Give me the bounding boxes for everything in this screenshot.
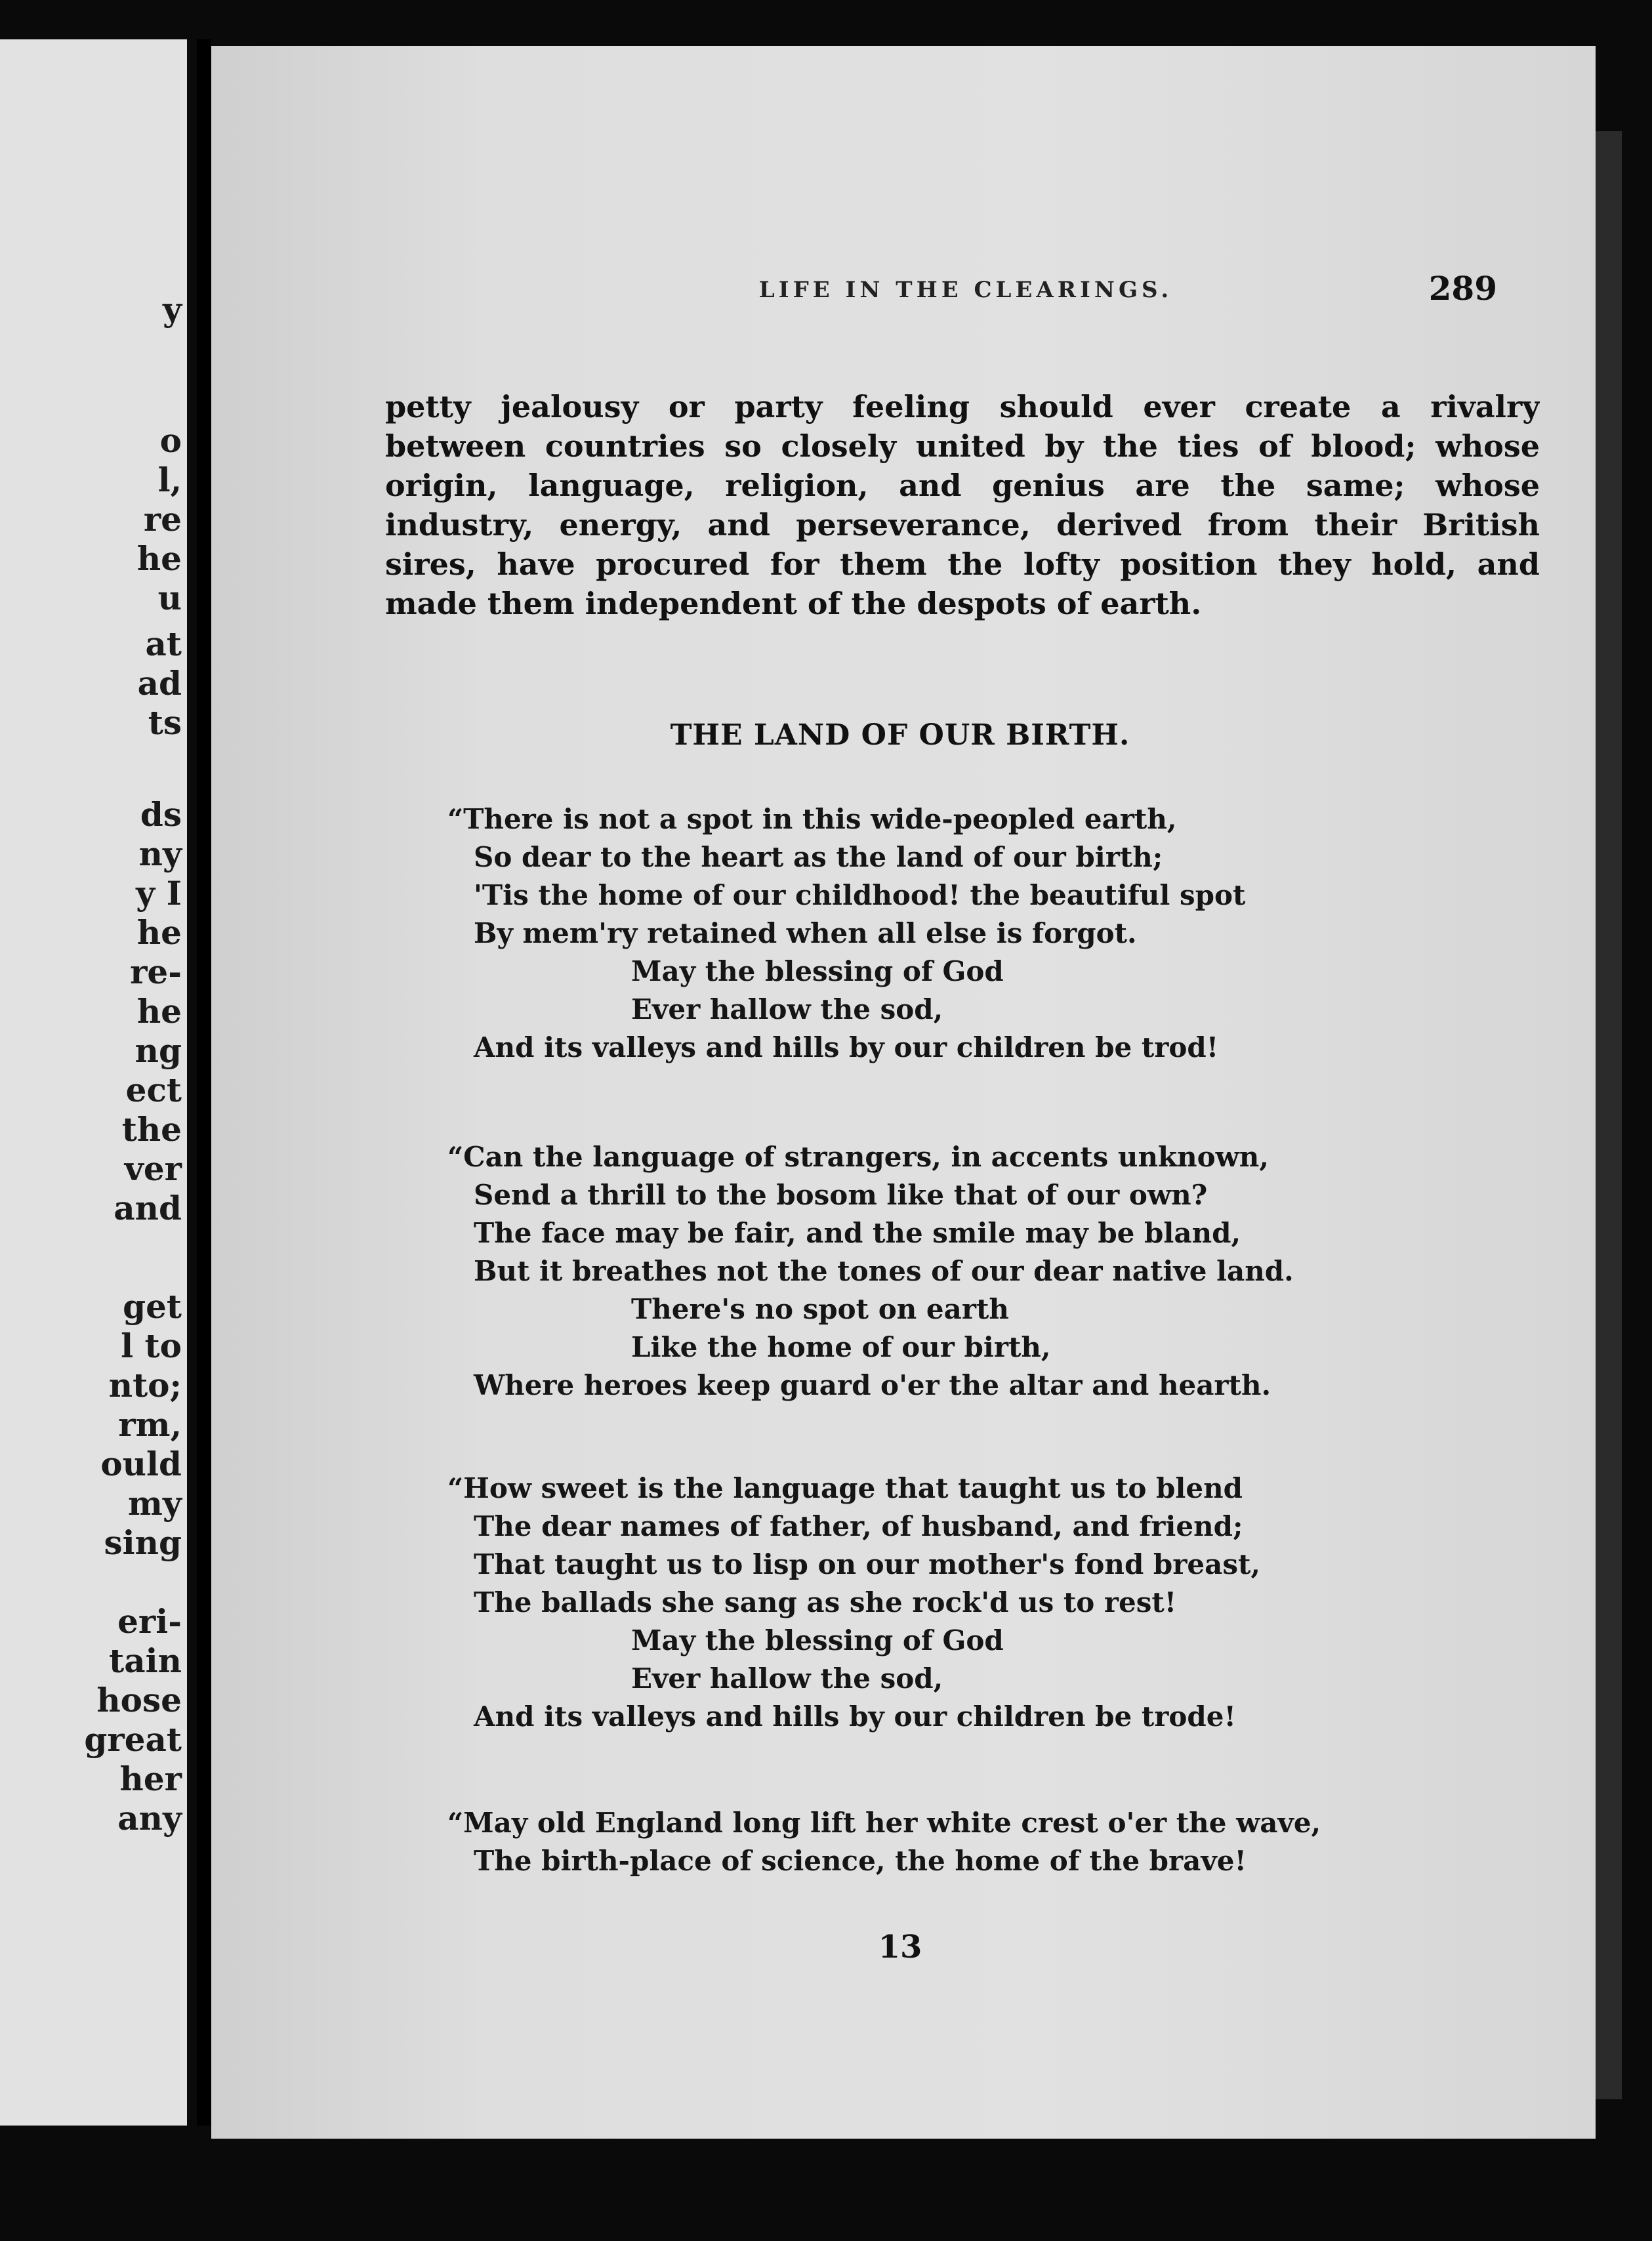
left-page-fragment: at xyxy=(145,625,182,663)
left-page-fragment: u xyxy=(157,579,182,617)
prose-line: between countries so closely united by the ties of blood; whose xyxy=(385,428,1540,464)
left-page-fragment: re- xyxy=(130,953,182,991)
verse-line: And its valleys and hills by our children be trode! xyxy=(474,1700,1236,1733)
verse-line: “There is not a spot in this wide-peopled earth, xyxy=(447,803,1177,835)
verse-line: Ever hallow the sod, xyxy=(631,1662,943,1695)
book-page xyxy=(211,46,1596,2139)
prose-paragraph xyxy=(385,387,1540,623)
running-head: LIFE IN THE CLEARINGS. xyxy=(758,277,1173,303)
verse-line: The ballads she sang as she rock'd us to rest! xyxy=(474,1586,1177,1618)
left-page-fragment: get xyxy=(123,1287,182,1326)
poem-title: THE LAND OF OUR BIRTH. xyxy=(670,718,1130,752)
page-number: 289 xyxy=(1428,269,1497,308)
stanza-1 xyxy=(447,800,1523,1067)
left-page-fragment: y xyxy=(162,290,182,329)
left-page-fragment: the xyxy=(121,1110,182,1149)
left-page-fragment: ng xyxy=(134,1031,182,1070)
verse-line: So dear to the heart as the land of our birth; xyxy=(474,841,1163,873)
left-page-fragment: l, xyxy=(157,461,182,499)
left-page-fragment: any xyxy=(117,1799,182,1838)
left-page-fragment: and xyxy=(114,1189,182,1227)
stanza-4 xyxy=(447,1804,1523,1880)
prose-line: industry, energy, and perseverance, derived from their British xyxy=(385,507,1540,543)
left-page-fragment: re xyxy=(143,500,182,539)
verse-line: The dear names of father, of husband, and friend; xyxy=(474,1510,1243,1542)
left-page-fragment: y I xyxy=(136,874,182,913)
verse-line: But it breathes not the tones of our dear native land. xyxy=(474,1255,1294,1287)
verse-line: And its valleys and hills by our children be trod! xyxy=(474,1031,1219,1063)
left-page-fragment: her xyxy=(119,1759,182,1798)
left-page-fragment: o xyxy=(159,421,182,460)
verse-line: Where heroes keep guard o'er the altar and hearth. xyxy=(474,1369,1271,1401)
left-page-fragment: ts xyxy=(148,703,182,742)
page-edge-shadow xyxy=(1596,131,1622,2099)
left-page-fragment: my xyxy=(128,1484,182,1523)
left-page-fragment: he xyxy=(136,539,182,578)
left-page-fragment: tain xyxy=(109,1641,182,1680)
left-page-fragment: he xyxy=(136,992,182,1031)
verse-line: “May old England long lift her white crest o'er the wave, xyxy=(447,1807,1321,1839)
left-page-fragment: l to xyxy=(121,1326,182,1365)
verse-line: “How sweet is the language that taught us to blend xyxy=(447,1472,1243,1504)
left-page-fragment: rm, xyxy=(118,1405,182,1444)
left-page-fragment: sing xyxy=(104,1523,182,1562)
prose-line: made them independent of the despots of earth. xyxy=(385,586,1202,621)
left-page-fragment: great xyxy=(84,1720,182,1759)
stanza-2 xyxy=(447,1138,1523,1405)
left-page-fragment: eri- xyxy=(117,1602,182,1641)
stanza-3 xyxy=(447,1470,1523,1736)
verse-line: There's no spot on earth xyxy=(631,1293,1009,1325)
verse-line: By mem'ry retained when all else is forgot. xyxy=(474,917,1137,949)
left-page-fragment: ould xyxy=(100,1445,182,1483)
left-page-fragment: he xyxy=(136,913,182,952)
left-page-fragment: ds xyxy=(140,795,182,834)
verse-line: May the blessing of God xyxy=(631,955,1004,987)
prose-line: sires, have procured for them the lofty position they hold, and xyxy=(385,546,1540,582)
verse-line: The face may be fair, and the smile may be bland, xyxy=(474,1217,1241,1249)
verse-line: The birth-place of science, the home of the brave! xyxy=(474,1845,1247,1877)
verse-line: Send a thrill to the bosom like that of our own? xyxy=(474,1179,1208,1211)
left-page-fragment: nto; xyxy=(108,1366,182,1405)
left-page-fragment: ad xyxy=(137,664,182,703)
verse-line: “Can the language of strangers, in accents unknown, xyxy=(447,1141,1269,1173)
gutter-divider xyxy=(197,39,211,2126)
verse-line: May the blessing of God xyxy=(631,1624,1004,1656)
prose-line: origin, language, religion, and genius are the same; whose xyxy=(385,468,1540,503)
left-page-fragment: ect xyxy=(125,1071,182,1109)
verse-line: That taught us to lisp on our mother's fond breast, xyxy=(474,1548,1261,1580)
verse-line: Like the home of our birth, xyxy=(631,1331,1051,1363)
verse-line: Ever hallow the sod, xyxy=(631,993,943,1025)
left-page-fragment: hose xyxy=(96,1681,182,1719)
facing-page-left xyxy=(0,39,187,2126)
signature-mark: 13 xyxy=(878,1929,922,1965)
left-page-fragment: ver xyxy=(124,1149,182,1188)
left-page-fragment: ny xyxy=(138,834,182,873)
prose-line: petty jealousy or party feeling should ever create a rivalry xyxy=(385,389,1540,424)
verse-line: 'Tis the home of our childhood! the beautiful spot xyxy=(474,879,1246,911)
